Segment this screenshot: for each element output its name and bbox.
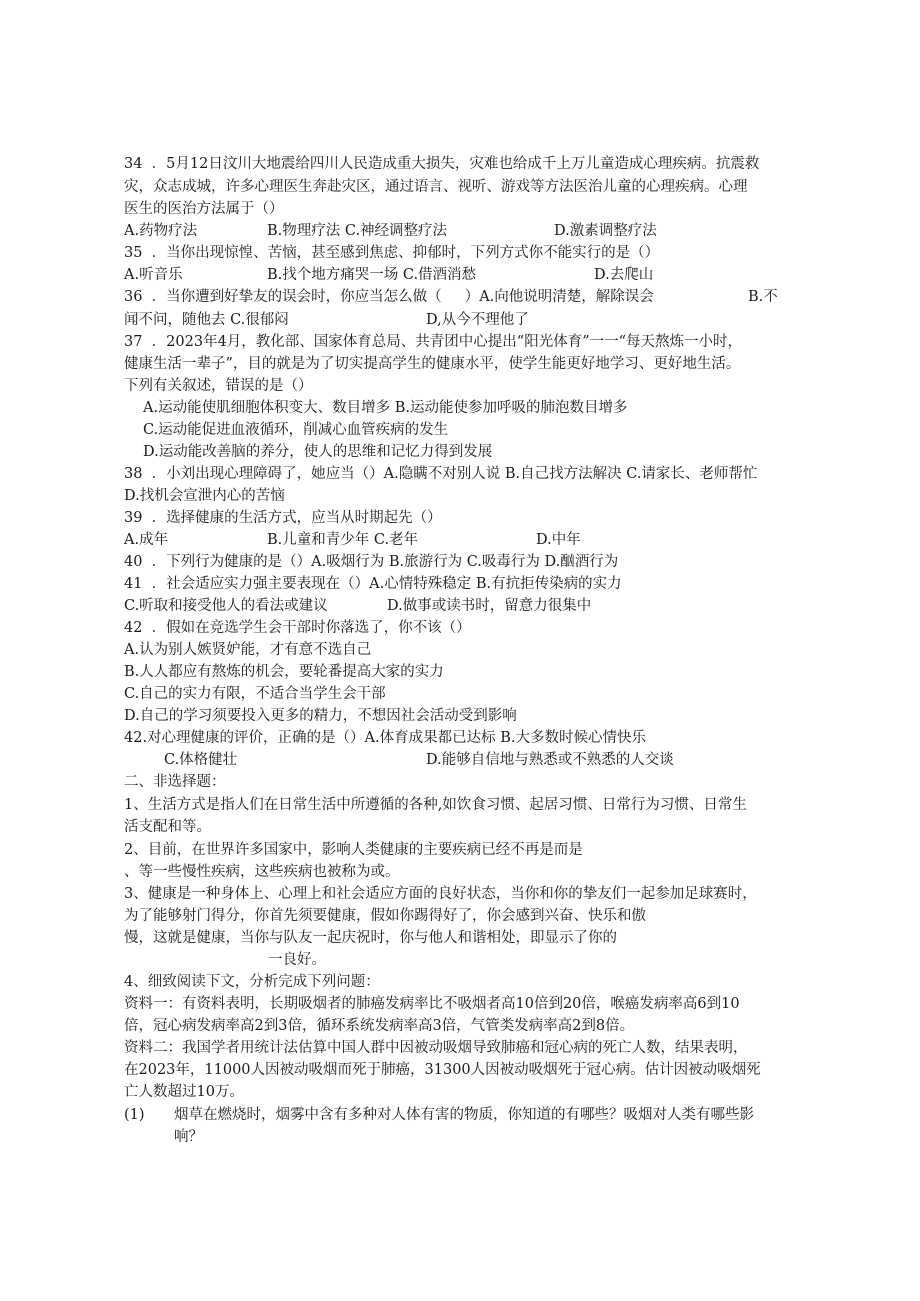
q34-line1: 34 ．5月12日汶川大地震给四川人民造成重大损失，灾难也给成千上万儿童造成心理疾病。抗震救 (124, 156, 760, 172)
material2-line2: 在2023年，11000人因被动吸烟而死于肺癌，31300人因被动吸烟死于冠心病。估计因被动吸烟死 (124, 1062, 761, 1078)
q35-line1: 35 ．当你出现惊惶、苦恼，甚至感到焦虑、抑郁时，下列方式你不能实行的是（） (124, 245, 660, 261)
q42-option-a: A.认为别人嫉贤妒能，才有意不选自己 (124, 642, 372, 658)
q38-line2: D.找机会宣泄内心的苦恼 (124, 488, 285, 504)
q37-line2: 健康生活一辈子”，目的就是为了切实提高学生的健康水平，使学生能更好地学习、更好地生活。 (124, 356, 741, 372)
q42b-option-d: D.能够自信地与熟悉或不熟悉的人交谈 (426, 752, 674, 768)
q37-line3: 下列有关叙述，错误的是（） (124, 378, 313, 394)
q38-line1: 38 ．小刘出现心理障碍了，她应当（）A.隐瞒不对别人说 B.自己找方法解决 C.请家长、老师帮忙 (124, 466, 758, 482)
q36-option-d: D,从今不理他了 (426, 312, 529, 328)
subquestion1-line2: 响？ (174, 1129, 203, 1145)
q42b-option-c: C.体格健壮 (164, 752, 238, 768)
q41-option-d: D.做事或读书时，留意力很集中 (387, 598, 592, 614)
item3-line4: 一良好。 (268, 952, 326, 968)
q37-line1: 37 ．2023年4月，教化部、国家体育总局、共青团中心提出“阳光体育”一一“每天熬炼一小时， (124, 334, 743, 350)
q40-line1: 40 ．下列行为健康的是（）A.吸烟行为 B.旅游行为 C.吸毒行为 D.酗酒行为 (124, 554, 619, 570)
item4-line1: 4、细致阅读下文，分析完成下列问题： (124, 974, 380, 990)
material1-line1: 资料一：有资料表明，长期吸烟者的肺癌发病率比不吸烟者高10倍到20倍，喉癌发病率高6到10 (124, 996, 740, 1012)
item3-line1: 3、健康是一种身体上、心理上和社会适应方面的良好状态，当你和你的挚友们一起参加足球赛时， (124, 886, 757, 902)
q39-line1: 39 ．选择健康的生活方式，应当从时期起先（） (124, 510, 442, 526)
q35-option-bc: B.找个地方痛哭一场 C.借酒消愁 (267, 267, 477, 283)
q37-option-d: D.运动能改善脑的养分，使人的思维和记忆力得到发展 (143, 444, 493, 460)
q34-line2: 灾，众志成城，许多心理医生奔赴灾区，通过语言、视听、游戏等方法医治儿童的心理疾病。心理 (124, 179, 748, 195)
subquestion1-line1: 烟草在燃烧时，烟雾中含有多种对人体有害的物质，你知道的有哪些？吸烟对人类有哪些影 (174, 1107, 754, 1123)
q42-option-b: B.人人都应有熬炼的机会，要轮番提高大家的实力 (124, 664, 444, 680)
q42-option-c: C.自己的实力有限，不适合当学生会干部 (124, 686, 386, 702)
q39-option-a: A.成年 (124, 532, 169, 548)
subquestion1-number: (1) (124, 1107, 145, 1123)
item3-line2: 为了能够射门得分，你首先须要健康，假如你踢得好了，你会感到兴奋、快乐和傲 (124, 908, 646, 924)
q34-line3: 医生的医治方法属于（） (124, 201, 284, 217)
q34-option-a: A.药物疗法 (124, 223, 198, 239)
q42-option-d: D.自己的学习须要投入更多的精力，不想因社会活动受到影响 (124, 708, 517, 724)
q42-line1: 42 ．假如在竞选学生会干部时你落选了，你不该（） (124, 620, 471, 636)
q42b-line1: 42.对心理健康的评价，正确的是（）A.体育成果都已达标 B.大多数时候心情快乐 (124, 730, 647, 746)
item1-line1: 1、生活方式是指人们在日常生活中所遵循的各种,如饮食习惯、起居习惯、日常行为习惯、日常生 (124, 797, 747, 813)
material2-line1: 资料二：我国学者用统计法估算中国人群中因被动吸烟导致肺癌和冠心病的死亡人数，结果表明， (124, 1040, 748, 1056)
q34-option-d: D.激素调整疗法 (554, 223, 657, 239)
q39-option-d: D.中年 (536, 532, 581, 548)
q41-option-c: C.听取和接受他人的看法或建议 (124, 598, 328, 614)
q35-option-d: D.去爬山 (594, 267, 654, 283)
q36-line1: 36 ．当你遭到好挚友的误会时，你应当怎么做（ ）A.向他说明清楚，解除误会 (124, 289, 654, 305)
q36-option-b-start: B.不 (748, 289, 778, 305)
item2-line1: 2、目前，在世界许多国家中，影响人类健康的主要疾病已经不再是而是 (124, 842, 583, 858)
item3-line3: 慢，这就是健康，当你与队友一起庆祝时，你与他人和谐相处，即显示了你的 (124, 930, 617, 946)
q39-option-bc: B.儿童和青少年 C.老年 (267, 532, 419, 548)
item1-line2: 活支配和等。 (124, 819, 211, 835)
q41-line1: 41 ．社会适应实力强主要表现在（）A.心情特殊稳定 B.有抗拒传染病的实力 (124, 576, 622, 592)
item2-line2: 、等一些慢性疾病，这些疾病也被称为或。 (124, 864, 400, 880)
q37-option-ab: A.运动能使肌细胞体积变大、数目增多 B.运动能使参加呼吸的肺泡数目增多 (143, 400, 628, 416)
section2-heading: 二、非选择题： (124, 774, 226, 790)
material2-line3: 亡人数超过10万。 (124, 1084, 244, 1100)
q35-option-a: A.听音乐 (124, 267, 183, 283)
q37-option-c: C.运动能促进血液循环，削减心血管疾病的发生 (143, 422, 449, 438)
q36-line2: 闻不问，随他去 C.很郁闷 (124, 312, 289, 328)
material1-line2: 倍，冠心病发病率高2到3倍，循环系统发病率高3倍，气管类发病率高2到8倍。 (124, 1018, 635, 1034)
q34-option-bc: B.物理疗法 C.神经调整疗法 (267, 223, 448, 239)
